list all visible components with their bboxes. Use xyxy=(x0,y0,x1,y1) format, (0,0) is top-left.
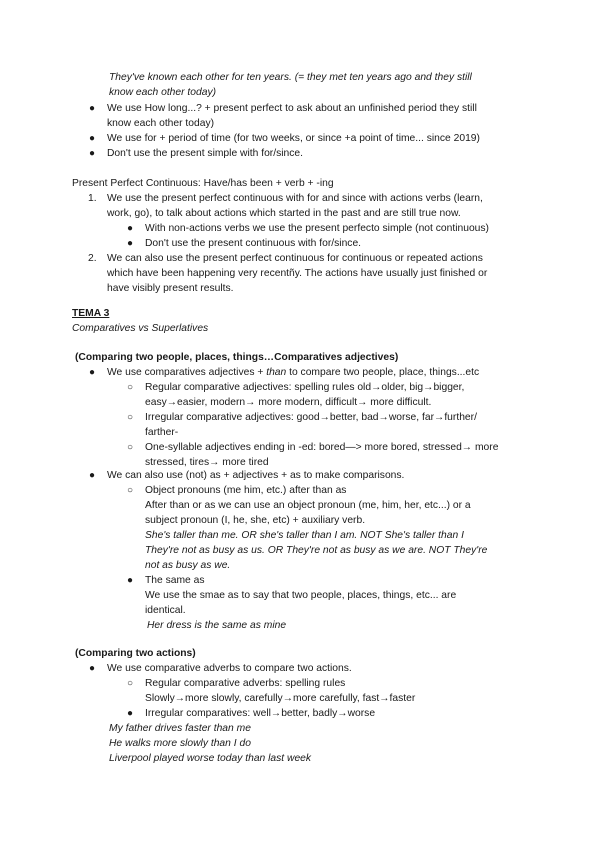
bullet-disc-icon: ● xyxy=(127,238,134,249)
bullet-disc-icon: ● xyxy=(89,148,96,159)
topic-subtitle: Comparatives vs Superlatives xyxy=(72,323,209,334)
sub-list-item: Regular comparative adjectives: spelling rules old→older, big→bigger, xyxy=(145,382,465,393)
section-heading: (Comparing two people, places, things…Comparatives adjectives) xyxy=(75,352,399,363)
sub-list-item: The same as xyxy=(145,575,205,586)
bullet-disc-icon: ● xyxy=(89,470,96,481)
list-item-text: to compare two people, place, things...etc xyxy=(286,367,480,378)
example-line: Her dress is the same as mine xyxy=(147,620,287,631)
bullet-disc-icon: ● xyxy=(89,103,96,114)
sub-list-item: Regular comparative adverbs: spelling rules xyxy=(145,678,346,689)
bullet-circle-icon: ○ xyxy=(127,485,134,496)
example-line: My father drives faster than me xyxy=(109,723,251,734)
section-heading: (Comparing two actions) xyxy=(75,648,196,659)
bullet-disc-icon: ● xyxy=(127,708,134,719)
sub-list-item-continued: farther- xyxy=(145,427,179,438)
list-item: We use for + period of time (for two weeks, or since +a point of time... since 2019) xyxy=(107,133,480,144)
bullet-circle-icon: ○ xyxy=(127,678,134,689)
list-number: 2. xyxy=(88,253,97,264)
bullet-disc-icon: ● xyxy=(127,575,134,586)
numbered-item-continued: have visibly present results. xyxy=(107,283,234,294)
numbered-item-continued: work, go), to talk about actions which started in the past and are still true now. xyxy=(107,208,461,219)
section-heading: Present Perfect Continuous: Have/has been + verb + -ing xyxy=(72,178,334,189)
numbered-item-continued: which have been happening very recentñy. The actions have usually just finished or xyxy=(107,268,488,279)
sub-list-item: With non-actions verbs we use the present perfecto simple (not continuous) xyxy=(145,223,489,234)
bullet-disc-icon: ● xyxy=(89,367,96,378)
topic-title: TEMA 3 xyxy=(72,308,110,319)
sub-list-item-continued: After than or as we can use an object pronoun (me, him, her, etc...) or a xyxy=(145,500,471,511)
list-item: We use comparative adverbs to compare two actions. xyxy=(107,663,352,674)
bullet-circle-icon: ○ xyxy=(127,412,134,423)
example-line: They've known each other for ten years. (= they met ten years ago and they still xyxy=(109,72,472,83)
list-item-text: We use comparatives adjectives + xyxy=(107,367,267,378)
sub-list-item-continued: stressed, tires→ more tired xyxy=(145,457,269,468)
sub-list-item-continued: easy→easier, modern→ more modern, difficult→ more difficult. xyxy=(145,397,432,408)
bullet-disc-icon: ● xyxy=(89,663,96,674)
sub-list-item: Irregular comparative adjectives: good→better, bad→worse, far→further/ xyxy=(145,412,477,423)
bullet-circle-icon: ○ xyxy=(127,382,134,393)
example-line: She's taller than me. OR she's taller than I am. NOT She's taller than I xyxy=(145,530,464,541)
sub-list-item: Irregular comparatives: well→better, badly→worse xyxy=(145,708,376,719)
sub-list-item-continued: subject pronoun (I, he, she, etc) + auxiliary verb. xyxy=(145,515,366,526)
list-number: 1. xyxy=(88,193,97,204)
example-line: know each other today) xyxy=(109,87,217,98)
example-line: Liverpool played worse today than last week xyxy=(109,753,312,764)
list-item xyxy=(107,366,479,379)
bullet-disc-icon: ● xyxy=(89,133,96,144)
sub-list-item-continued: Slowly→more slowly, carefully→more carefully, fast→faster xyxy=(145,693,416,704)
bullet-circle-icon: ○ xyxy=(127,442,134,453)
list-item: We can also use (not) as + adjectives + as to make comparisons. xyxy=(107,470,405,481)
sub-list-item: One-syllable adjectives ending in -ed: bored—> more bored, stressed→ more xyxy=(145,442,499,453)
sub-list-item: Object pronouns (me him, etc.) after than as xyxy=(145,485,347,496)
numbered-item: We can also use the present perfect continuous for continuous or repeated actions xyxy=(107,253,483,264)
sub-list-item: Don't use the present continuous with for/since. xyxy=(145,238,362,249)
italic-word: than xyxy=(266,367,287,378)
list-item: We use How long...? + present perfect to ask about an unfinished period they still xyxy=(107,103,477,114)
numbered-item: We use the present perfect continuous with for and since with actions verbs (learn, xyxy=(107,193,483,204)
sub-list-item-continued: We use the smae as to say that two people, places, things, etc... are xyxy=(145,590,457,601)
example-line: They're not as busy as us. OR They're not as busy as we are. NOT They're xyxy=(145,545,488,556)
example-line: He walks more slowly than I do xyxy=(109,738,251,749)
sub-list-item-continued: identical. xyxy=(145,605,186,616)
bullet-disc-icon: ● xyxy=(127,223,134,234)
list-item-continued: know each other today) xyxy=(107,118,215,129)
example-line: not as busy as we. xyxy=(145,560,231,571)
list-item: Don't use the present simple with for/since. xyxy=(107,148,303,159)
